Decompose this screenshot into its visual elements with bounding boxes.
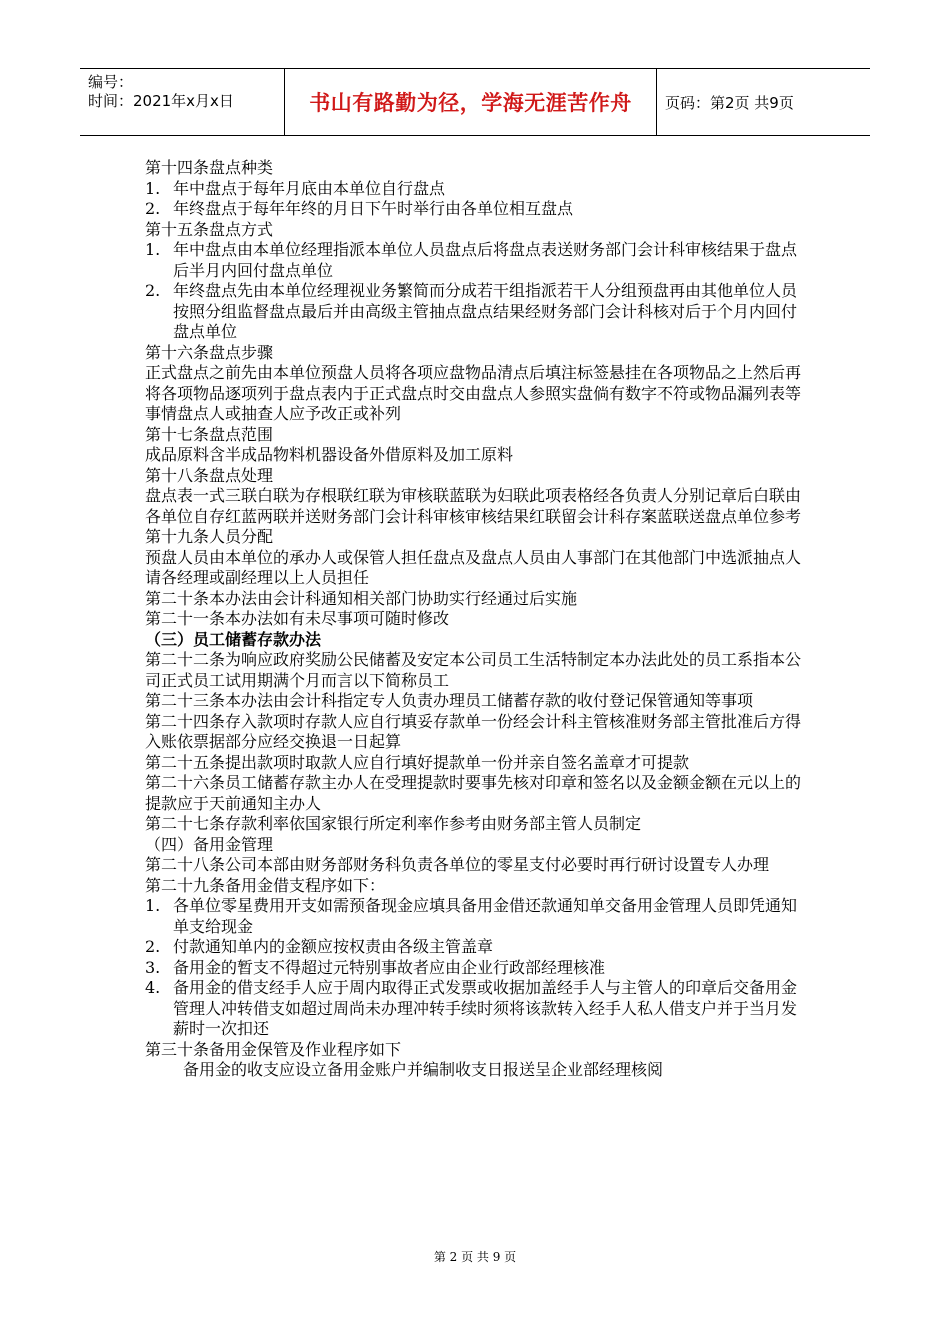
paragraph: 第二十四条存入款项时存款人应自行填妥存款单一份经会计科主管核准财务部主管批准后方得入账依票据部分应经交换退一日起算	[145, 711, 802, 751]
list-item-text: 年终盘点于每年年终的月日下午时举行由各单位相互盘点	[173, 199, 574, 218]
paragraph: 第二十五条提出款项时取款人应自行填好提款单一份并亲自签名盖章才可提款	[145, 752, 690, 772]
document-date-label: 时间：2021年x月x日	[88, 92, 234, 110]
list-item	[145, 179, 810, 200]
list-item-number: 3.	[145, 957, 161, 977]
paragraph: 备用金的收支应设立备用金账户并编制收支日报送呈企业部经理核阅	[183, 1060, 664, 1079]
header-left-cell	[80, 69, 285, 135]
page-footer: 第 2 页 共 9 页	[433, 1250, 517, 1264]
list-item	[145, 978, 810, 1040]
paragraph: 第十五条盘点方式	[145, 219, 274, 239]
paragraph: 第二十三条本办法由会计科指定专人负责办理员工储蓄存款的收付登记保管通知等事项	[145, 691, 754, 710]
list-item-text: 备用金的暂支不得超过元特别事故者应由企业行政部经理核准	[173, 957, 606, 977]
list-item-text: 年终盘点先由本单位经理视业务繁简而分成若干组指派若干人分组预盘再由其他单位人员按照分组监督盘点最后并由高级主管抽点盘点结果经财务部门会计科核对后于个月内回付盘点单位	[173, 281, 798, 341]
paragraph: 预盘人员由本单位的承办人或保管人担任盘点及盘点人员由人事部门在其他部门中选派抽点人请各经理或副经理以上人员担任	[145, 547, 802, 587]
list-item	[145, 199, 810, 220]
paragraph: 第三十条备用金保管及作业程序如下	[145, 1039, 402, 1059]
paragraph: 正式盘点之前先由本单位预盘人员将各项应盘物品清点后填注标签悬挂在各项物品之上然后再将各项物品逐项列于盘点表内于正式盘点时交由盘点人参照实盘倘有数字不符或物品漏列表等事情盘点人或抽查人应予改正或补列	[145, 363, 802, 423]
list-item-number: 1.	[145, 896, 161, 915]
paragraph: 第十九条人员分配	[145, 527, 274, 546]
paragraph: 第二十一条本办法如有未尽事项可随时修改	[145, 609, 450, 628]
list-item-number: 1.	[145, 240, 161, 259]
document-number-label: 编号：	[88, 73, 134, 91]
list-item	[145, 896, 810, 937]
paragraph: 第二十七条存款利率依国家银行所定利率作参考由财务部主管人员制定	[145, 814, 642, 833]
list-item-number: 2.	[145, 937, 161, 956]
list-item	[145, 958, 810, 979]
paragraph: 第十四条盘点种类	[145, 158, 274, 177]
list-item-text: 年中盘点于每年月底由本单位自行盘点	[173, 178, 446, 198]
list-item-number: 2.	[145, 199, 161, 218]
list-item	[145, 937, 810, 958]
list-item-number: 2.	[145, 281, 161, 300]
paragraph: （四）备用金管理	[145, 834, 274, 854]
paragraph: 第二十二条为响应政府奖励公民储蓄及安定本公司员工生活特制定本办法此处的员工系指本公司正式员工试用期满个月而言以下简称员工	[145, 650, 802, 690]
list-item-number: 4.	[145, 978, 161, 997]
list-item-number: 1.	[145, 178, 161, 198]
list-item	[145, 281, 810, 343]
paragraph: 成品原料含半成品物料机器设备外借原料及加工原料	[145, 445, 514, 464]
paragraph: 第二十六条员工储蓄存款主办人在受理提款时要事先核对印章和签名以及金额金额在元以上的提款应于天前通知主办人	[145, 773, 802, 813]
paragraph: 第二十八条公司本部由财务部财务科负责各单位的零星支付必要时再行研讨设置专人办理	[145, 855, 770, 874]
document-body	[145, 158, 810, 1081]
paragraph: 第二十条本办法由会计科通知相关部门协助实行经通过后实施	[145, 588, 578, 608]
header-motto: 书山有路勤为径，学海无涯苦作舟	[285, 69, 657, 135]
paragraph: 第十六条盘点步骤	[145, 342, 274, 362]
list-item	[145, 240, 810, 281]
list-item-text: 付款通知单内的金额应按权责由各级主管盖章	[173, 937, 494, 956]
paragraph: 盘点表一式三联白联为存根联红联为审核联蓝联为妇联此项表格经各负责人分别记章后白联由各单位自存红蓝两联并送财务部门会计科审核审核结果红联留会计科存案蓝联送盘点单位参考	[145, 486, 802, 526]
section-heading: （三）员工储蓄存款办法	[145, 629, 322, 649]
page-header	[80, 68, 870, 136]
list-item-text: 年中盘点由本单位经理指派本单位人员盘点后将盘点表送财务部门会计科审核结果于盘点后半月内回付盘点单位	[173, 240, 798, 280]
list-item-text: 备用金的借支经手人应于周内取得正式发票或收据加盖经手人与主管人的印章后交备用金管理人冲转借支如超过周尚未办理冲转手续时须将该款转入经手人私人借支户并于当月发薪时一次扣还	[173, 978, 798, 1038]
list-item-text: 各单位零星费用开支如需预备现金应填具备用金借还款通知单交备用金管理人员即凭通知单支给现金	[173, 896, 798, 936]
paragraph: 第十七条盘点范围	[145, 424, 274, 444]
paragraph: 第十八条盘点处理	[145, 465, 274, 485]
header-page-label: 页码：第2页 共9页	[665, 93, 794, 112]
paragraph: 第二十九条备用金借支程序如下：	[145, 875, 386, 895]
